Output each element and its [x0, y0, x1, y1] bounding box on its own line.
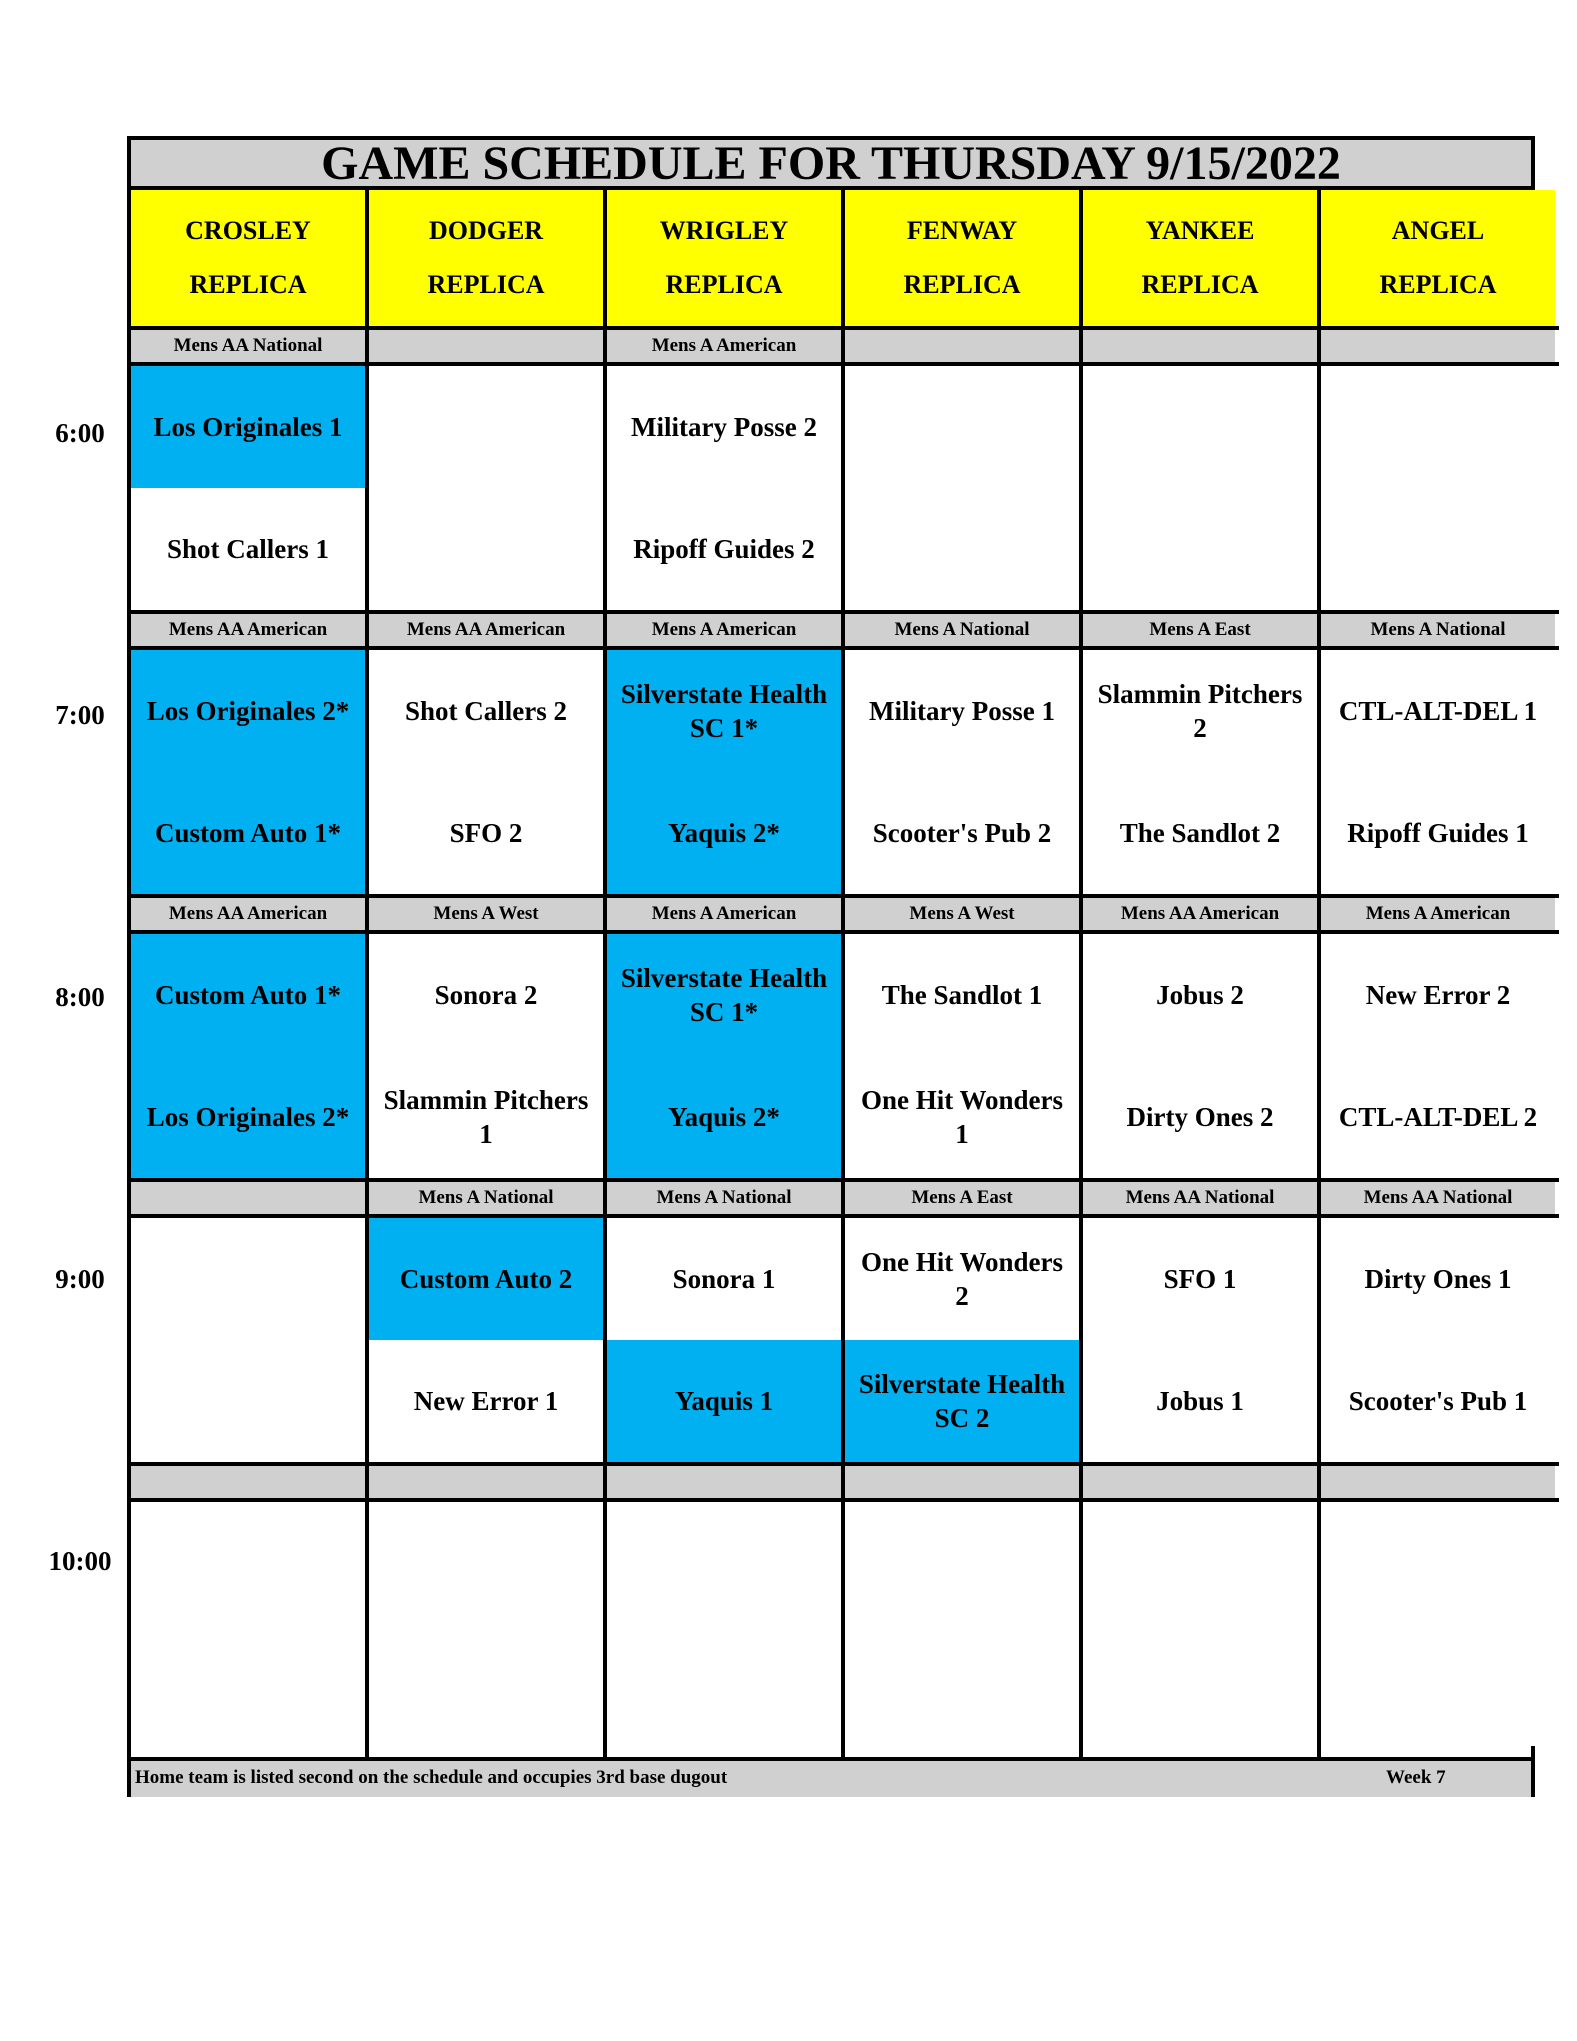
away-team — [1083, 1502, 1317, 1624]
home-team: Yaquis 2* — [607, 1056, 841, 1178]
home-team: Dirty Ones 2 — [1126, 1102, 1274, 1132]
game-cell — [369, 1502, 603, 1746]
week-label: Week 7 — [1386, 1767, 1446, 1788]
game-cell — [845, 366, 1079, 610]
home-team — [845, 488, 1079, 610]
schedule-footer — [131, 1757, 1531, 1797]
away-team — [1083, 366, 1317, 488]
time-slot-label: 8:00 — [55, 982, 105, 1012]
home-team: Yaquis 1 — [607, 1340, 841, 1462]
division-label: Mens A American — [607, 614, 841, 646]
away-team: Dirty Ones 1 — [1364, 1264, 1512, 1294]
game-cell — [131, 934, 365, 1178]
division-label — [607, 1466, 841, 1498]
home-team — [1083, 1624, 1317, 1746]
division-label: Mens A East — [1083, 614, 1317, 646]
home-team — [607, 1624, 841, 1746]
away-team: Silverstate Health SC 1* — [607, 650, 841, 772]
venue-name-line: REPLICA — [1141, 270, 1259, 299]
game-cell — [1321, 650, 1555, 894]
game-cell — [845, 650, 1079, 894]
venue-name-line: REPLICA — [665, 270, 783, 299]
division-label: Mens A West — [369, 898, 603, 930]
venue-name-line: FENWAY — [906, 216, 1018, 245]
away-team — [607, 1502, 841, 1624]
game-cell — [845, 1218, 1079, 1462]
away-team: Custom Auto 1* — [131, 934, 365, 1056]
game-cell — [369, 1218, 603, 1462]
home-team — [131, 1340, 365, 1462]
away-team: Slammin Pitchers 2 — [1097, 679, 1303, 743]
home-team: Scooter's Pub 2 — [872, 818, 1052, 848]
game-cell — [369, 934, 603, 1178]
away-team: Sonora 1 — [672, 1264, 776, 1294]
division-label — [1083, 330, 1317, 362]
division-label: Mens AA American — [1083, 898, 1317, 930]
venue-column — [369, 190, 603, 1757]
away-team — [369, 366, 603, 488]
game-cell — [607, 1218, 841, 1462]
division-label: Mens A West — [845, 898, 1079, 930]
time-slot-label: 9:00 — [55, 1264, 105, 1294]
away-team: SFO 1 — [1163, 1264, 1237, 1294]
division-label — [1321, 330, 1555, 362]
venue-column — [131, 190, 365, 1757]
division-label: Mens AA National — [1321, 1182, 1555, 1214]
venue-header — [607, 190, 841, 326]
division-label — [369, 1466, 603, 1498]
division-label: Mens AA American — [369, 614, 603, 646]
venue-header — [369, 190, 603, 326]
division-label: Mens A National — [369, 1182, 603, 1214]
away-team: Shot Callers 2 — [405, 696, 567, 726]
home-team — [1321, 1624, 1555, 1746]
home-team — [131, 1624, 365, 1746]
game-cell — [1083, 1502, 1317, 1746]
venue-name-line: CROSLEY — [185, 216, 311, 245]
away-team: Silverstate Health SC 1* — [607, 934, 841, 1056]
venue-name-line: REPLICA — [427, 270, 545, 299]
away-team — [131, 1502, 365, 1624]
time-slot-label: 6:00 — [55, 418, 105, 448]
home-team: Slammin Pitchers 1 — [383, 1085, 589, 1149]
game-cell — [1321, 1218, 1555, 1462]
home-team-note: Home team is listed second on the schedule and occupies 3rd base dugout — [135, 1767, 728, 1788]
game-cell — [845, 934, 1079, 1178]
division-label: Mens A National — [1321, 614, 1555, 646]
away-team: Military Posse 1 — [869, 696, 1055, 726]
game-schedule-table — [127, 136, 1538, 1797]
home-team: Jobus 1 — [1156, 1386, 1244, 1416]
away-team — [845, 366, 1079, 488]
away-team: New Error 2 — [1365, 980, 1511, 1010]
game-cell — [1321, 934, 1555, 1178]
away-team — [845, 1502, 1079, 1624]
away-team: Los Originales 1 — [131, 366, 365, 488]
home-team: Scooter's Pub 1 — [1348, 1386, 1528, 1416]
game-cell — [369, 366, 603, 610]
away-team — [131, 1218, 365, 1340]
home-team: Ripoff Guides 1 — [1347, 818, 1529, 848]
venue-name-line: REPLICA — [1379, 270, 1497, 299]
venue-header — [845, 190, 1079, 326]
game-cell — [607, 934, 841, 1178]
division-label: Mens A East — [845, 1182, 1079, 1214]
away-team: CTL-ALT-DEL 1 — [1338, 696, 1538, 726]
home-team: Yaquis 2* — [607, 772, 841, 894]
division-label: Mens A National — [845, 614, 1079, 646]
time-slot-label: 7:00 — [55, 700, 105, 730]
division-label: Mens A American — [607, 898, 841, 930]
home-team: CTL-ALT-DEL 2 — [1338, 1102, 1538, 1132]
home-team — [369, 1624, 603, 1746]
home-team: SFO 2 — [449, 818, 523, 848]
venue-column — [845, 190, 1079, 1757]
game-cell — [845, 1502, 1079, 1746]
division-label — [131, 1182, 365, 1214]
away-team: The Sandlot 1 — [881, 980, 1043, 1010]
venue-name-line: WRIGLEY — [659, 216, 789, 245]
game-cell — [1083, 650, 1317, 894]
division-label: Mens AA National — [131, 330, 365, 362]
division-label — [1321, 1466, 1555, 1498]
home-team: Silverstate Health SC 2 — [845, 1340, 1079, 1462]
venue-name-line: REPLICA — [189, 270, 307, 299]
game-cell — [131, 1502, 365, 1746]
home-team: Custom Auto 1* — [131, 772, 365, 894]
game-cell — [369, 650, 603, 894]
division-label — [845, 330, 1079, 362]
away-team: Military Posse 2 — [631, 412, 817, 442]
away-team — [1321, 366, 1555, 488]
venue-column — [607, 190, 841, 1757]
home-team — [1083, 488, 1317, 610]
venue-name-line: DODGER — [428, 216, 544, 245]
division-label: Mens A National — [607, 1182, 841, 1214]
division-label: Mens AA American — [131, 898, 365, 930]
division-label — [369, 330, 603, 362]
venue-column — [1083, 190, 1317, 1757]
game-cell — [131, 1218, 365, 1462]
game-cell — [1083, 366, 1317, 610]
venue-column — [1321, 190, 1555, 1757]
away-team: Custom Auto 2 — [369, 1218, 603, 1340]
division-label: Mens A American — [1321, 898, 1555, 930]
schedule-title: GAME SCHEDULE FOR THURSDAY 9/15/2022 — [131, 140, 1531, 190]
home-team: Ripoff Guides 2 — [633, 534, 815, 564]
home-team — [369, 488, 603, 610]
time-slot-label: 10:00 — [48, 1546, 112, 1576]
division-label — [131, 1466, 365, 1498]
division-label: Mens AA American — [131, 614, 365, 646]
game-cell — [607, 650, 841, 894]
game-cell — [1083, 1218, 1317, 1462]
game-cell — [1083, 934, 1317, 1178]
game-cell — [1321, 1502, 1555, 1746]
game-cell — [131, 650, 365, 894]
away-team — [1321, 1502, 1555, 1624]
division-label: Mens AA National — [1083, 1182, 1317, 1214]
venue-name-line: REPLICA — [903, 270, 1021, 299]
away-team — [369, 1502, 603, 1624]
game-cell — [607, 366, 841, 610]
game-cell — [131, 366, 365, 610]
venue-header — [1321, 190, 1555, 326]
division-label — [845, 1466, 1079, 1498]
home-team: The Sandlot 2 — [1119, 818, 1281, 848]
division-label: Mens A American — [607, 330, 841, 362]
home-team: Los Originales 2* — [131, 1056, 365, 1178]
venue-header — [131, 190, 365, 326]
game-cell — [607, 1502, 841, 1746]
home-team: One Hit Wonders 1 — [860, 1085, 1064, 1149]
away-team: Los Originales 2* — [131, 650, 365, 772]
venue-name-line: ANGEL — [1391, 216, 1485, 245]
away-team: Jobus 2 — [1156, 980, 1244, 1010]
game-cell — [1321, 366, 1555, 610]
home-team: Shot Callers 1 — [167, 534, 329, 564]
away-team: Sonora 2 — [434, 980, 538, 1010]
division-label — [1083, 1466, 1317, 1498]
venue-name-line: YANKEE — [1145, 216, 1255, 245]
home-team — [1321, 488, 1555, 610]
home-team — [845, 1624, 1079, 1746]
venue-header — [1083, 190, 1317, 326]
home-team: New Error 1 — [413, 1386, 559, 1416]
away-team: One Hit Wonders 2 — [860, 1247, 1064, 1311]
